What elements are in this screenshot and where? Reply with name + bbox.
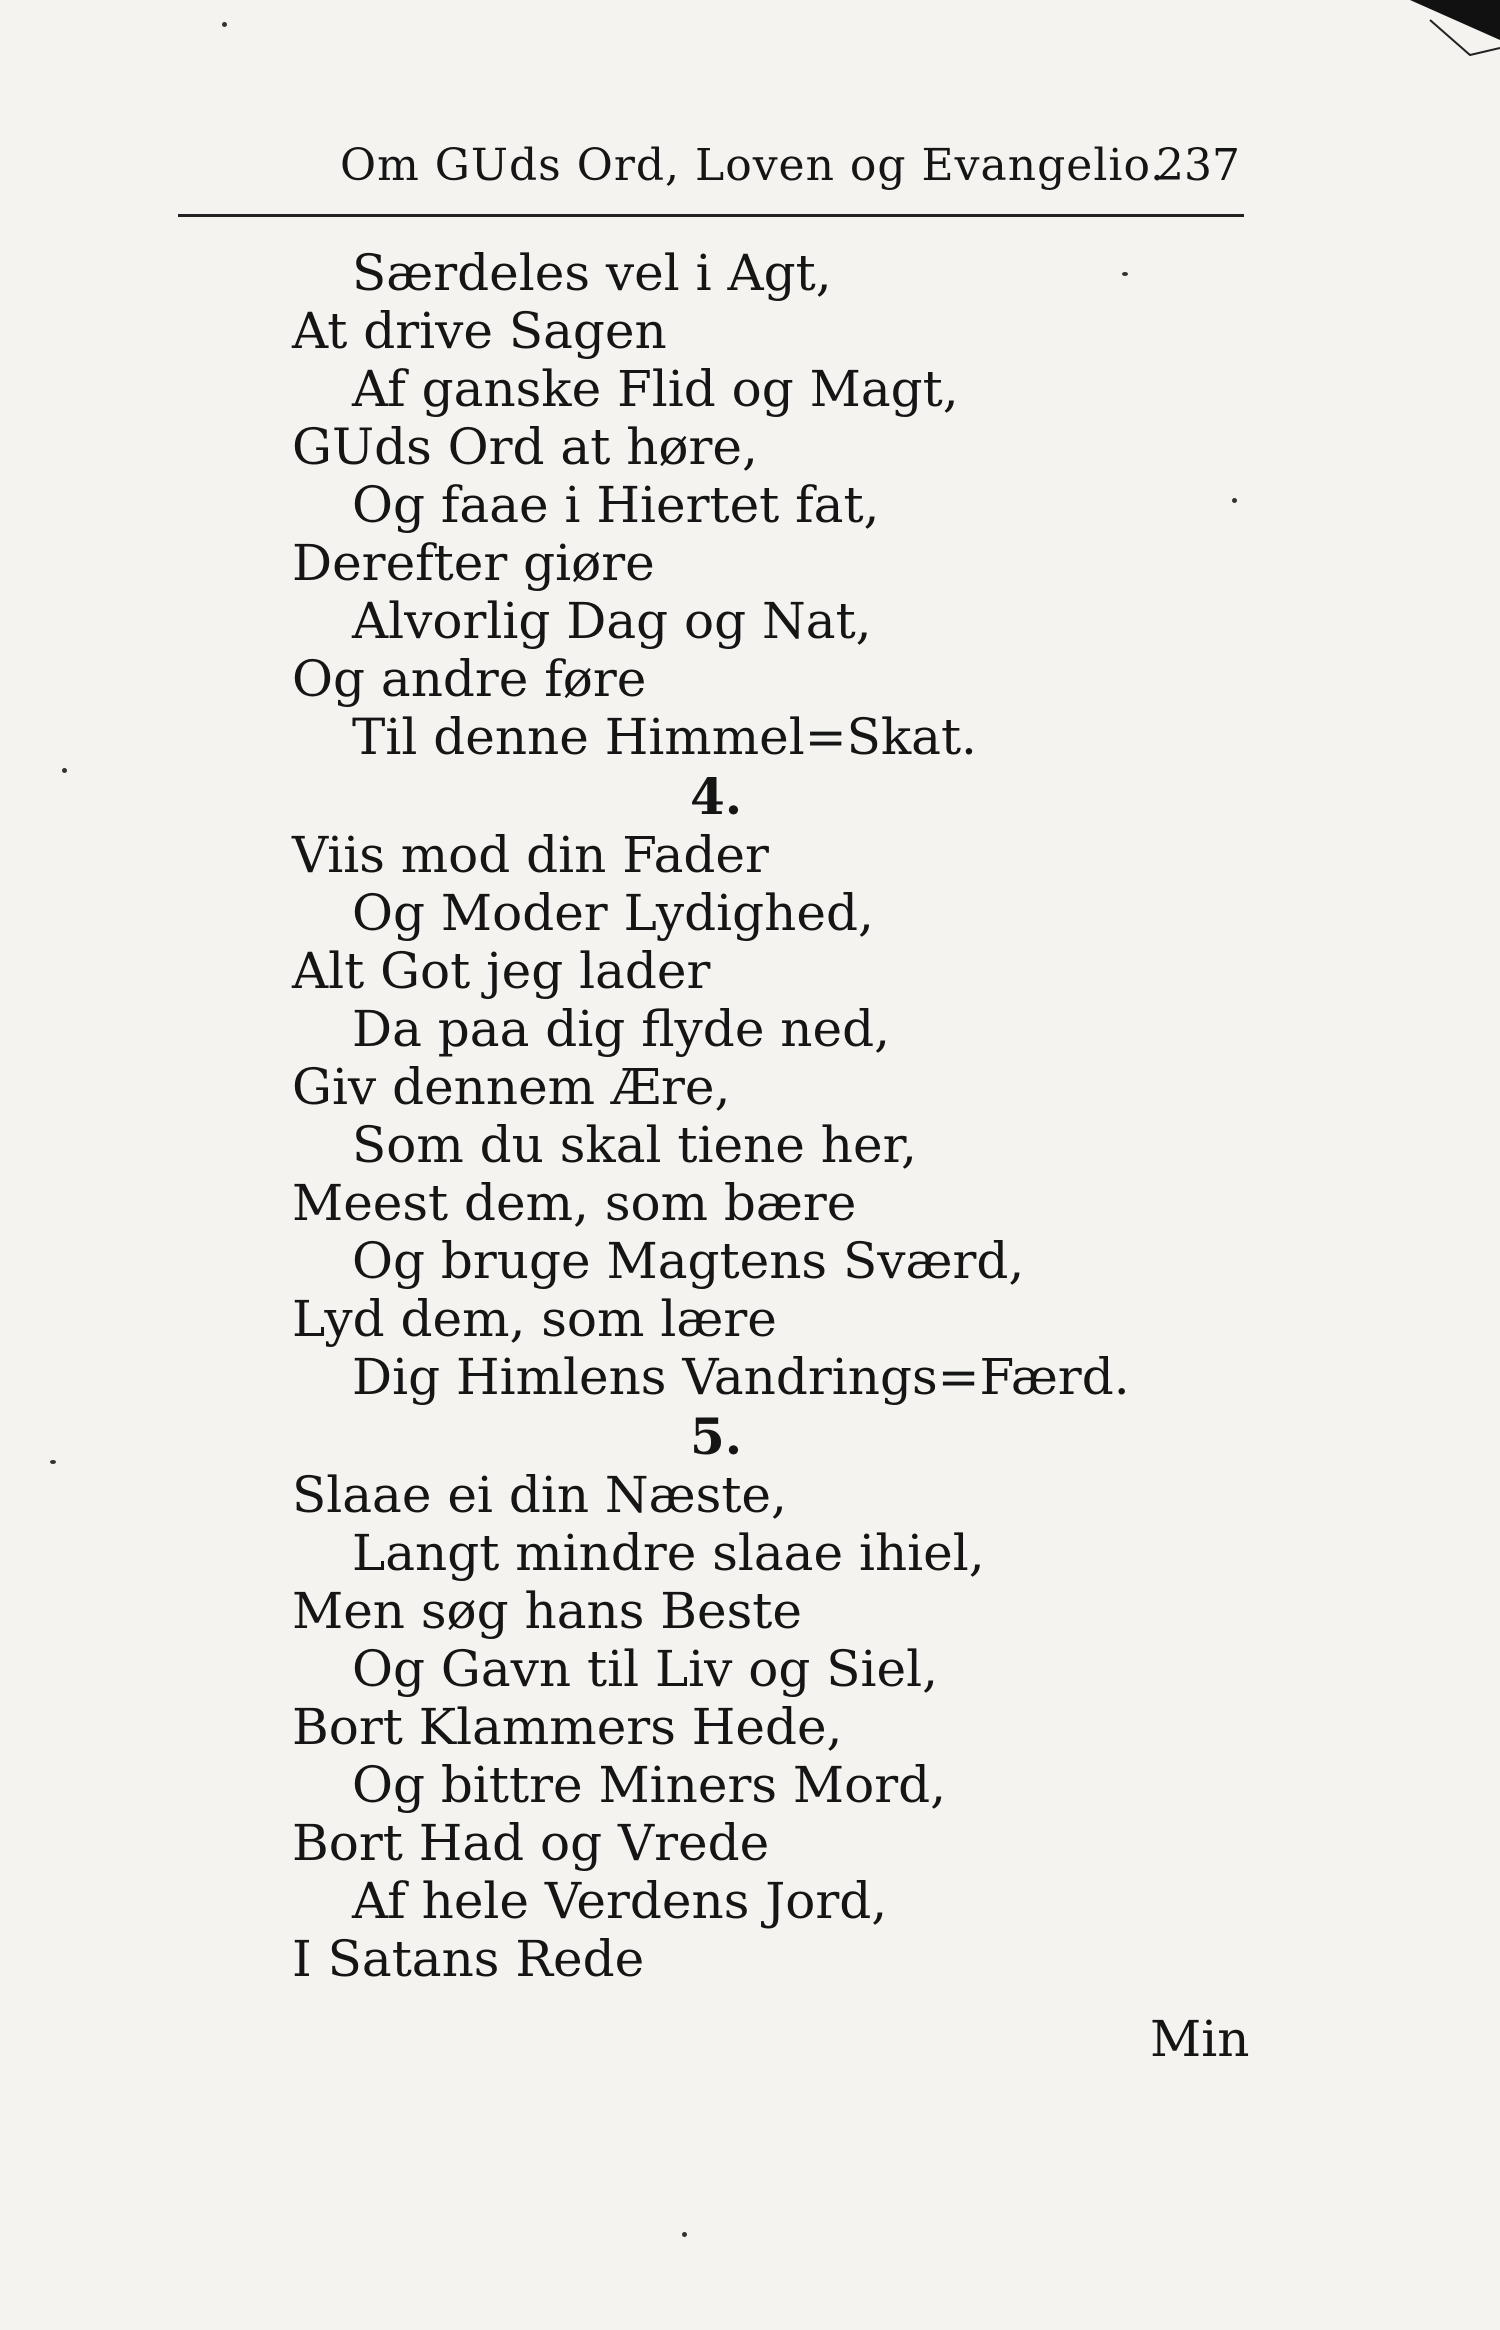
print-speck (1122, 272, 1128, 276)
poem-line: Derefter giøre (292, 534, 655, 592)
poem-line: Langt mindre slaae ihiel, (352, 1524, 985, 1582)
poem-line: Giv dennem Ære, (292, 1058, 731, 1116)
stanza-number: 4. (690, 767, 743, 826)
print-speck (62, 768, 67, 773)
poem-line: Bort Had og Vrede (292, 1814, 770, 1872)
poem-line: Da paa dig flyde ned, (352, 1000, 890, 1058)
poem-line: Særdeles vel i Agt, (352, 244, 832, 302)
poem-line: Til denne Himmel=Skat. (352, 708, 977, 766)
header-rule (178, 214, 1244, 217)
poem-line: Bort Klammers Hede, (292, 1698, 843, 1756)
poem-line: Slaae ei din Næste, (292, 1466, 787, 1524)
poem-line: Og bruge Magtens Sværd, (352, 1232, 1025, 1290)
poem-line: Viis mod din Fader (292, 826, 769, 884)
poem-line: Og Gavn til Liv og Siel, (352, 1640, 939, 1698)
poem-line: I Satans Rede (292, 1930, 645, 1988)
poem-line: Og andre føre (292, 650, 647, 708)
poem-line: Alt Got jeg lader (292, 942, 711, 1000)
page-number: 237 (1156, 140, 1240, 191)
poem-line: Lyd dem, som lære (292, 1290, 777, 1348)
poem-line: Og faae i Hiertet fat, (352, 476, 880, 534)
poem-line: Meest dem, som bære (292, 1174, 857, 1232)
poem-line: Og bittre Miners Mord, (352, 1756, 946, 1814)
poem-line: Men søg hans Beste (292, 1582, 802, 1640)
poem-line: Alvorlig Dag og Nat, (352, 592, 872, 650)
poem-line: At drive Sagen (292, 302, 667, 360)
running-title: Om GUds Ord, Loven og Evangelio. (340, 140, 1166, 191)
print-speck (682, 2232, 687, 2237)
stanza-number: 5. (690, 1407, 743, 1466)
catchword: Min (1150, 2010, 1250, 2068)
poem-line: Dig Himlens Vandrings=Færd. (352, 1348, 1130, 1406)
poem-line: Som du skal tiene her, (352, 1116, 917, 1174)
page-header (340, 140, 1240, 200)
print-speck (222, 22, 227, 27)
poem-line: GUds Ord at høre, (292, 418, 758, 476)
page-corner-mark (1410, 0, 1500, 80)
poem-line: Og Moder Lydighed, (352, 884, 874, 942)
poem-line: Af ganske Flid og Magt, (352, 360, 959, 418)
print-speck (50, 1460, 56, 1464)
poem-line: Af hele Verdens Jord, (352, 1872, 888, 1930)
print-speck (1232, 498, 1237, 503)
